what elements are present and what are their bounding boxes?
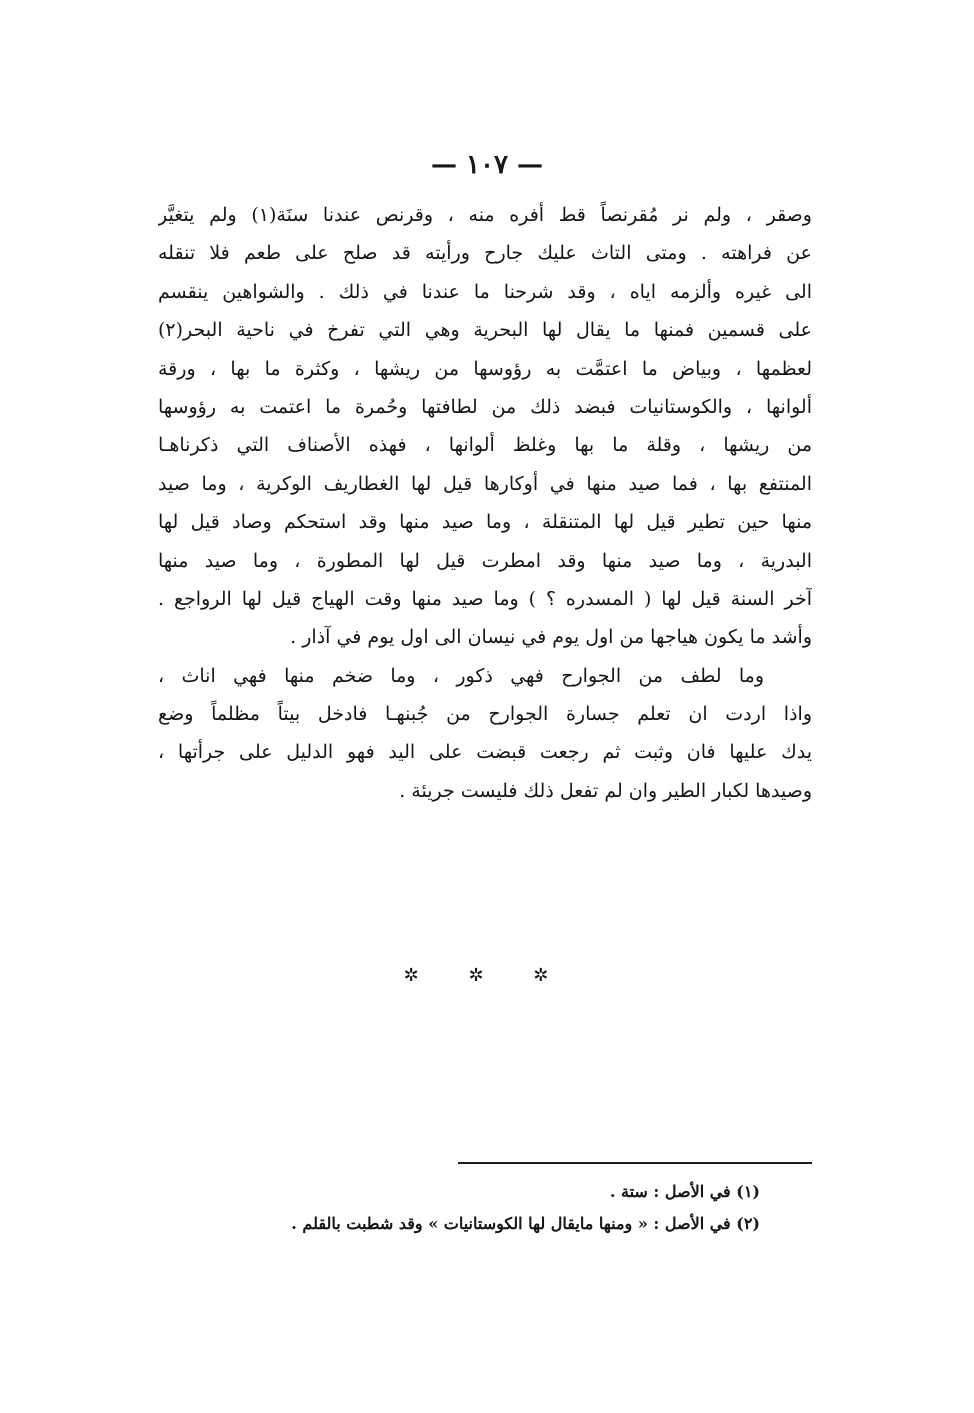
footnotes [150,1176,760,1240]
footnote-1: (١) في الأصل : ستة . [609,1182,760,1201]
text-line: على قسمين فمنها ما يقال لها البحرية وهي التي تفرخ في ناحية البحر(٢) [158,319,812,342]
text-line: يدك عليها فان وثبت ثم رجعت قبضت على اليد فهو الدليل على جرأتها ، [158,741,812,764]
page-number: — ١٠٧ — [430,150,544,180]
text-line: واذا اردت ان تعلم جسارة الجوارح من جُبنهـا فادخل بيتاً مظلماً وضع [158,703,812,726]
paragraph-first-line: وما لطف من الجوارح فهي ذكور ، وما ضخم منها فهي اناث ، [158,664,764,687]
text-line: آخر السنة قيل لها ( المسدره ؟ ) وما صيد منها وقت الهياج قيل لها الرواجع . [158,587,812,610]
text-line: لعظمها ، وبياض ما اعتمَّت به رؤوسها من ريشها ، وكثرة ما بها ، ورقة [158,357,812,380]
footnote-divider [458,1162,812,1164]
section-ornament: ✲ ✲ ✲ [403,965,571,986]
text-line: وأشد ما يكون هياجها من اول يوم في نيسان الى اول يوم في آذار . [290,626,812,649]
text-line: ألوانها ، والكوستانيات فبضد ذلك من لطافتها وحُمرة ما اعتمت به رؤوسها [158,395,812,418]
text-line: الى غيره وألزمه اياه ، وقد شرحنا ما عندنا في ذلك . والشواهين ينقسم [158,280,812,303]
text-line: البدرية ، وما صيد منها وقد امطرت قيل لها المطورة ، وما صيد منها [158,549,812,572]
body-text [158,196,812,810]
text-line: من ريشها ، وقلة ما بها وغلظ ألوانها ، فهذه الأصناف التي ذكرناهـا [158,434,812,457]
text-line: منها حين تطير قيل لها المتنقلة ، وما صيد منها وقد استحكم وصاد قيل لها [158,511,812,534]
footnote-2: (٢) في الأصل : « ومنها مايقال لها الكوستانيات » وقد شطبت بالقلم . [291,1214,760,1233]
text-line: عن فراهته . ومتى التاث عليك جارح ورأيته قد صلح على طعم فلا تنقله [158,242,812,265]
text-line: وصقر ، ولم نر مُقرنصاً قط أفره منه ، وقرنص عندنا سنَة(١) ولم يتغيَّر [158,204,812,226]
text-line: وصيدها لكبار الطير وان لم تفعل ذلك فليست جريئة . [399,779,812,802]
text-line: المنتفع بها ، فما صيد منها في أوكارها قيل لها الغطاريف الوكرية ، وما صيد [158,472,812,495]
